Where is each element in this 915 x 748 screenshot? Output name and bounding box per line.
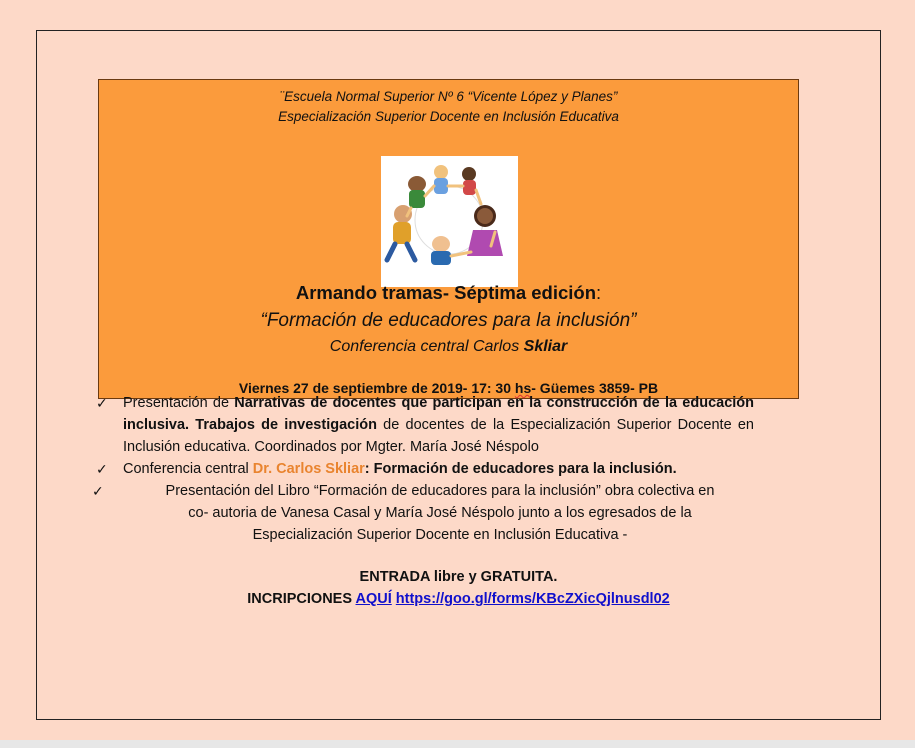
checkmark-icon: ✓ bbox=[96, 395, 108, 411]
item3-line2: co- autoria de Vanesa Casal y María José Néspolo junto a los egresados de la bbox=[188, 505, 692, 521]
aqui-link[interactable]: AQUÍ bbox=[355, 591, 392, 607]
event-banner bbox=[98, 79, 799, 399]
event-title-colon: : bbox=[596, 282, 602, 303]
registration-info bbox=[36, 566, 881, 610]
children-circle-icon bbox=[381, 156, 518, 287]
registration-line bbox=[36, 588, 881, 610]
item1-text: Presentación de bbox=[123, 395, 235, 411]
conference-speaker: Skliar bbox=[523, 338, 568, 355]
item1-text-2: de docentes de la Especialización Superior Docente en Inclusión educativa. Coordinados por Mgter. María José Néspolo bbox=[123, 417, 754, 455]
speaker-name: Dr. Carlos Skliar bbox=[252, 461, 365, 477]
entry-info: ENTRADA libre y GRATUITA. bbox=[359, 569, 558, 585]
item2-colon: : bbox=[364, 461, 374, 477]
item2-bold: Formación de educadores para la inclusión. bbox=[373, 461, 677, 477]
item3-line1: Presentación del Libro “Formación de educadores para la inclusión” obra colectiva en bbox=[165, 483, 715, 499]
program-list bbox=[92, 392, 755, 546]
event-hs: hs bbox=[514, 380, 532, 396]
list-item bbox=[96, 392, 754, 458]
conference-line bbox=[99, 338, 798, 356]
item1-bold: Narrativas de docentes que participan en la construcción de la educación inclusiva. Trabajos de investigación bbox=[123, 395, 755, 433]
list-item bbox=[96, 458, 754, 480]
program-name: Especialización Superior Docente en Inclusión Educativa bbox=[278, 109, 619, 124]
conference-prefix: Conferencia central Carlos bbox=[329, 338, 524, 355]
document-page bbox=[36, 30, 881, 720]
list-item bbox=[92, 480, 754, 546]
children-circle-illustration bbox=[381, 156, 518, 287]
checkmark-icon: ✓ bbox=[92, 483, 104, 499]
event-location: - Güemes 3859- PB bbox=[531, 380, 659, 396]
item3-line3: Especialización Superior Docente en Inclusión Educativa - bbox=[252, 527, 628, 543]
event-date: Viernes 27 de septiembre de 2019- 17: 30 bbox=[238, 380, 515, 396]
window-bottom-bar bbox=[0, 740, 915, 748]
registration-url-link[interactable]: https://goo.gl/forms/KBcZXicQjlnusdl02 bbox=[395, 591, 670, 607]
event-title bbox=[99, 282, 798, 304]
school-name: ¨Escuela Normal Superior Nº 6 “Vicente López y Planes” bbox=[279, 89, 618, 104]
item2-text: Conferencia central bbox=[123, 461, 253, 477]
event-title-text: Armando tramas- Séptima edición bbox=[295, 282, 597, 303]
event-subtitle: “Formación de educadores para la inclusión” bbox=[260, 310, 637, 331]
checkmark-icon: ✓ bbox=[96, 461, 108, 477]
registration-label: INCRIPCIONES bbox=[247, 591, 356, 607]
